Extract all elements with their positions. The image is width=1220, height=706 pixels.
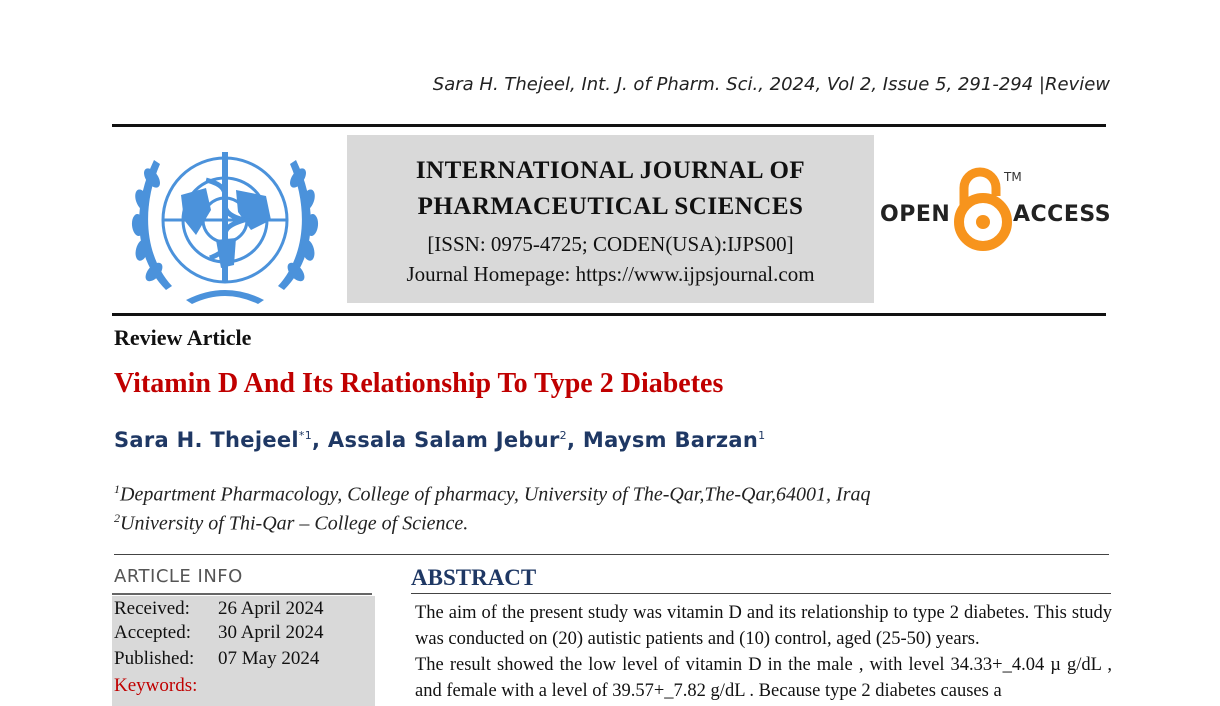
article-info-heading: ARTICLE INFO: [114, 566, 243, 587]
affiliation-mark: 2: [114, 511, 120, 525]
article-title: Vitamin D And Its Relationship To Type 2 Diabetes: [114, 368, 724, 399]
accepted-row: [114, 622, 324, 644]
author-affiliation-mark: 2: [559, 429, 567, 442]
open-access-open-text: OPEN: [880, 202, 951, 227]
article-info-rule: [112, 593, 372, 595]
published-date: 07 May 2024: [218, 648, 320, 669]
affiliation-text: Department Pharmacology, College of pharmacy, University of The-Qar,The-Qar,64001, Iraq: [120, 483, 871, 506]
abstract-paragraph: The result showed the low level of vitamin D in the male , with level 34.33+_4.04 µ g/dL , and female with a level of 39.57+_7.82 g/dL . Because type 2 diabetes causes a: [415, 655, 1112, 701]
running-head: Sara H. Thejeel, Int. J. of Pharm. Sci., 2024, Vol 2, Issue 5, 291-294 |Review: [432, 74, 1110, 95]
author-list: Sara H. Thejeel$^{*1}$, Assala Salam Jebur$^2$, Maysm Barzan$^1$: [114, 428, 766, 452]
abstract-body: [415, 600, 1112, 704]
keywords-label: Keywords:: [114, 675, 198, 696]
affiliation: [114, 482, 870, 507]
author-affiliation-mark: *1: [298, 429, 313, 442]
article-type: Review Article: [114, 325, 252, 350]
journal-issn: [ISSN: 0975-4725; CODEN(USA):IJPS00]: [427, 232, 794, 256]
who-emblem-icon: [126, 140, 324, 306]
affiliation-text: University of Thi-Qar – College of Science.: [120, 512, 469, 535]
abstract-rule: [411, 593, 1111, 594]
abstract-heading: ABSTRACT: [411, 565, 537, 590]
header-bottom-rule: [112, 313, 1106, 316]
received-label: Received:: [114, 598, 190, 619]
open-access-tm: TM: [1004, 170, 1022, 184]
published-row: [114, 648, 319, 670]
author-affiliation-mark: 1: [758, 429, 766, 442]
accepted-date: 30 April 2024: [218, 622, 324, 643]
journal-title: [347, 153, 874, 225]
affiliation-mark: 1: [114, 482, 120, 496]
journal-title-line1: INTERNATIONAL JOURNAL OF: [415, 157, 806, 184]
author-name[interactable]: Assala Salam Jebur: [327, 428, 560, 452]
section-divider: [114, 554, 1109, 555]
journal-banner: [347, 135, 874, 303]
received-date: 26 April 2024: [218, 598, 324, 619]
published-label: Published:: [114, 648, 195, 669]
abstract-paragraph: The aim of the present study was vitamin D and its relationship to type 2 diabetes. This study was conducted on (20) autistic patients and (10) control, aged (25-50) years.: [415, 603, 1112, 649]
open-access-logo: [880, 166, 1110, 254]
accepted-label: Accepted:: [114, 622, 192, 643]
author-name[interactable]: Sara H. Thejeel: [114, 428, 299, 452]
journal-title-line2: PHARMACEUTICAL SCIENCES: [417, 193, 804, 220]
open-access-access-text: ACCESS: [1013, 202, 1112, 227]
affiliation: [114, 511, 468, 536]
received-row: [114, 598, 324, 620]
journal-homepage[interactable]: Journal Homepage: https://www.ijpsjournal.com: [406, 262, 815, 286]
author-name[interactable]: Maysm Barzan: [582, 428, 759, 452]
header-top-rule: [112, 124, 1106, 127]
